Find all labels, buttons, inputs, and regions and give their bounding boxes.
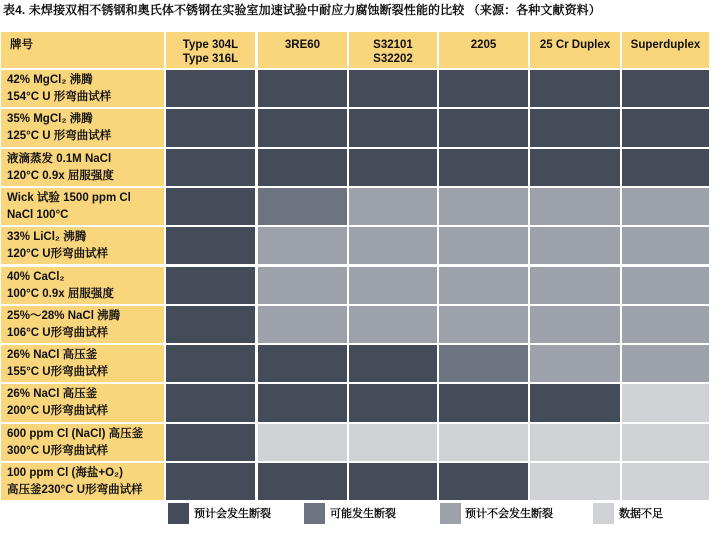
row-condition-line: 35% MgCl₂ 沸腾 — [7, 113, 93, 126]
result-cell — [439, 188, 528, 225]
result-cell — [258, 345, 347, 382]
header-column — [439, 32, 528, 68]
result-cell — [258, 70, 347, 107]
row-condition-line: 120°C U形弯曲试样 — [7, 248, 109, 261]
header-column — [349, 32, 437, 68]
row-condition-line: 100 ppm Cl (海盐+O₂) — [7, 467, 123, 479]
row-condition-label — [1, 424, 164, 461]
result-cell — [166, 345, 255, 382]
legend-swatch — [440, 503, 461, 524]
row-condition-line: 25%～28% NaCl 沸腾 — [7, 309, 121, 322]
result-cell — [530, 306, 620, 343]
row-condition-label — [1, 227, 164, 264]
row-condition-label — [1, 267, 164, 304]
header-column-line: Superduplex — [630, 39, 701, 51]
result-cell — [622, 306, 709, 343]
result-cell — [530, 424, 620, 461]
row-condition-line: 高压釜230°C U形弯曲试样 — [7, 484, 143, 496]
row-condition-line: 106°C U形弯曲试样 — [7, 326, 109, 339]
table-title: 表4. 未焊接双相不锈钢和奥氏体不锈钢在实验室加速试验中耐应力腐蚀断裂性能的比较 （来源：各种文献资料） — [3, 3, 601, 17]
row-condition-line: 液滴蒸发 0.1M NaCl — [7, 152, 112, 165]
result-cell — [439, 149, 528, 186]
result-cell — [530, 70, 620, 107]
row-condition-line: 100°C 0.9x 屈服强度 — [7, 287, 114, 300]
result-cell — [349, 306, 437, 343]
result-cell — [349, 384, 437, 421]
result-cell — [530, 109, 620, 146]
result-cell — [258, 267, 347, 304]
result-cell — [530, 149, 620, 186]
result-cell — [439, 463, 528, 500]
result-cell — [530, 227, 620, 264]
result-cell — [258, 188, 347, 225]
row-condition-line: 120°C 0.9x 屈服强度 — [7, 169, 114, 182]
result-cell — [349, 424, 437, 461]
row-condition-line: 125°C U 形弯曲试样 — [7, 130, 112, 143]
result-cell — [349, 109, 437, 146]
result-cell — [258, 384, 347, 421]
row-condition-label — [1, 149, 164, 186]
result-cell — [439, 345, 528, 382]
result-cell — [439, 267, 528, 304]
result-cell — [258, 424, 347, 461]
legend-swatch — [168, 503, 189, 524]
result-cell — [166, 463, 255, 500]
result-cell — [622, 227, 709, 264]
legend-swatch — [304, 503, 325, 524]
result-cell — [622, 188, 709, 225]
result-cell — [258, 109, 347, 146]
header-column — [258, 32, 347, 68]
result-cell — [439, 384, 528, 421]
result-cell — [530, 188, 620, 225]
result-cell — [258, 149, 347, 186]
result-cell — [166, 109, 255, 146]
row-condition-label — [1, 70, 164, 107]
row-condition-line: 26% NaCl 高压釜 — [7, 388, 98, 401]
header-column-line: 2205 — [470, 39, 497, 51]
result-cell — [166, 424, 255, 461]
header-column-line: Type 304L — [182, 39, 239, 51]
result-cell — [530, 345, 620, 382]
result-cell — [349, 149, 437, 186]
header-column-line: 3RE60 — [284, 39, 321, 51]
row-condition-line: 154°C U 形弯曲试样 — [7, 91, 112, 103]
row-condition-label — [1, 384, 164, 421]
header-column-line: S32101 — [373, 39, 413, 51]
result-cell — [349, 267, 437, 304]
result-cell — [166, 70, 255, 107]
legend-label: 预计会发生断裂 — [194, 508, 271, 520]
legend-label: 预计不会发生断裂 — [465, 508, 553, 520]
row-condition-label — [1, 306, 164, 343]
row-condition-line: Wick 试验 1500 ppm Cl — [7, 191, 131, 204]
row-condition-line: 26% NaCl 高压釜 — [7, 349, 98, 362]
result-cell — [349, 70, 437, 107]
result-cell — [622, 109, 709, 146]
result-cell — [439, 227, 528, 264]
result-cell — [439, 70, 528, 107]
result-cell — [349, 463, 437, 500]
result-cell — [622, 384, 709, 421]
result-cell — [530, 463, 620, 500]
result-cell — [622, 424, 709, 461]
legend-label: 可能发生断裂 — [330, 508, 396, 520]
result-cell — [349, 345, 437, 382]
header-column-line: S32202 — [373, 53, 413, 65]
result-cell — [349, 188, 437, 225]
row-condition-label — [1, 463, 164, 500]
result-cell — [166, 149, 255, 186]
row-condition-line: 40% CaCl₂ — [7, 270, 65, 283]
header-grade-text: 牌号 — [10, 39, 33, 51]
result-cell — [622, 267, 709, 304]
row-condition-line: 600 ppm Cl (NaCl) 高压釜 — [7, 427, 144, 440]
header-column-line: 25 Cr Duplex — [539, 39, 611, 51]
result-cell — [166, 227, 255, 264]
result-cell — [166, 306, 255, 343]
result-cell — [166, 188, 255, 225]
row-condition-line: 33% LiCl₂ 沸腾 — [7, 231, 87, 244]
result-cell — [258, 306, 347, 343]
header-grade-label — [1, 32, 164, 68]
result-cell — [166, 267, 255, 304]
row-condition-label — [1, 188, 164, 225]
result-cell — [258, 463, 347, 500]
row-condition-line: 42% MgCl₂ 沸腾 — [7, 74, 93, 86]
row-condition-line: NaCl 100°C — [7, 208, 69, 221]
result-cell — [439, 109, 528, 146]
legend-swatch — [593, 503, 614, 524]
row-condition-line: 200°C U形弯曲试样 — [7, 405, 109, 418]
result-cell — [530, 384, 620, 421]
header-column — [622, 32, 709, 68]
legend-label: 数据不足 — [619, 508, 663, 520]
row-condition-label — [1, 345, 164, 382]
header-column — [530, 32, 620, 68]
result-cell — [349, 227, 437, 264]
header-column-line: Type 316L — [182, 53, 239, 65]
result-cell — [622, 149, 709, 186]
header-column — [166, 32, 255, 68]
row-condition-line: 155°C U形弯曲试样 — [7, 366, 109, 379]
row-condition-line: 300°C U形弯曲试样 — [7, 444, 109, 457]
result-cell — [622, 345, 709, 382]
result-cell — [258, 227, 347, 264]
result-cell — [622, 463, 709, 500]
result-cell — [439, 424, 528, 461]
result-cell — [622, 70, 709, 107]
result-cell — [530, 267, 620, 304]
result-cell — [166, 384, 255, 421]
result-cell — [439, 306, 528, 343]
row-condition-label — [1, 109, 164, 146]
